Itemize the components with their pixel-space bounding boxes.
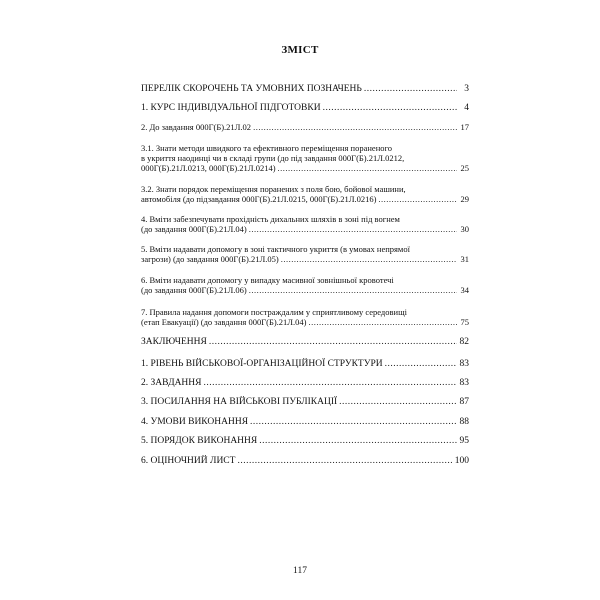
toc-entry-text: 2. ЗАВДАННЯ bbox=[141, 378, 202, 388]
toc-entry bbox=[141, 143, 469, 173]
leader-dots bbox=[237, 456, 452, 466]
toc-entry bbox=[141, 417, 469, 427]
toc-entry-text: 2. До завдання 000Г(Б).21Л.02 bbox=[141, 122, 252, 132]
toc-entry-page: 4 bbox=[464, 103, 469, 113]
leader-dots bbox=[339, 397, 457, 407]
toc-entry-text: 4. УМОВИ ВИКОНАННЯ bbox=[141, 417, 249, 427]
toc-entry-page: 83 bbox=[459, 378, 469, 388]
toc-entry-page: 83 bbox=[459, 359, 469, 369]
toc-entry-page: 88 bbox=[459, 417, 469, 427]
toc-entry-page: 75 bbox=[460, 317, 469, 327]
toc-entry-text: 1. РІВЕНЬ ВІЙСЬКОВОЇ-ОРГАНІЗАЦІЙНОЇ СТРУКТУРИ bbox=[141, 359, 383, 369]
toc-entry-page: 95 bbox=[459, 436, 469, 446]
leader-dots bbox=[249, 285, 457, 295]
toc-entry bbox=[141, 184, 469, 204]
toc-entry bbox=[141, 397, 469, 407]
toc-entry-page: 100 bbox=[454, 456, 469, 466]
toc-entry-line: в укриття наодинці чи в складі групи (до під завдання 000Г(Б).21Л.0212, bbox=[141, 153, 405, 163]
toc-entry bbox=[141, 122, 469, 132]
toc-entry-text: 6. ОЦІНОЧНИЙ ЛИСТ bbox=[141, 456, 236, 466]
toc-entry-text: 5. ПОРЯДОК ВИКОНАННЯ bbox=[141, 436, 258, 446]
leader-dots bbox=[253, 122, 457, 132]
toc-entry-page: 25 bbox=[460, 163, 469, 173]
toc-entry-line: 7. Правила надання допомоги постраждалим у сприятливому середовищі bbox=[141, 307, 407, 317]
toc-entry-page: 34 bbox=[460, 285, 469, 295]
toc-entry bbox=[141, 244, 469, 264]
toc-entry-page: 29 bbox=[460, 194, 469, 204]
toc-entry-text: ЗАКЛЮЧЕННЯ bbox=[141, 337, 207, 347]
toc-entry-text: (етап Евакуації) (до завдання 000Г(Б).21Л.04) bbox=[141, 317, 307, 327]
leader-dots bbox=[385, 359, 457, 369]
leader-dots bbox=[323, 103, 457, 113]
leader-dots bbox=[249, 224, 457, 234]
toc-entry bbox=[141, 359, 469, 369]
toc-entry-text: ПЕРЕЛІК СКОРОЧЕНЬ ТА УМОВНИХ ПОЗНАЧЕНЬ bbox=[141, 84, 362, 94]
leader-dots bbox=[309, 317, 457, 327]
toc-entry-page: 87 bbox=[459, 397, 469, 407]
toc-entry bbox=[141, 84, 469, 94]
toc-entry bbox=[141, 214, 469, 234]
toc-entry-text: автомобіля (до підзавдання 000Г(Б).21Л.0215, 000Г(Б).21Л.0216) bbox=[141, 194, 377, 204]
leader-dots bbox=[250, 417, 457, 427]
toc-entry bbox=[141, 337, 469, 347]
toc-entry bbox=[141, 436, 469, 446]
toc-entry-page: 30 bbox=[460, 224, 469, 234]
toc-entry bbox=[141, 378, 469, 388]
toc-entry-text: (до завдання 000Г(Б).21Л.04) bbox=[141, 224, 247, 234]
toc-entry-page: 82 bbox=[459, 337, 469, 347]
toc-entry-line: 3.1. Знати методи швидкого та ефективного переміщення пораненого bbox=[141, 143, 393, 153]
leader-dots bbox=[378, 194, 457, 204]
toc-entry-line: 6. Вміти надавати допомогу у випадку масивної зовнішньої кровотечі bbox=[141, 275, 394, 285]
toc-entry-page: 3 bbox=[464, 84, 469, 94]
leader-dots bbox=[364, 84, 457, 94]
toc-entry-page: 31 bbox=[460, 254, 469, 264]
toc-entry bbox=[141, 275, 469, 295]
toc-entry bbox=[141, 456, 469, 466]
leader-dots bbox=[259, 436, 457, 446]
leader-dots bbox=[281, 254, 457, 264]
toc-entry-text: 000Г(Б).21Л.0213, 000Г(Б).21Л.0214) bbox=[141, 163, 276, 173]
page-title: ЗМІСТ bbox=[281, 44, 319, 56]
toc-entry bbox=[141, 103, 469, 113]
leader-dots bbox=[204, 378, 458, 388]
toc-entry-text: загрози) (до завдання 000Г(Б).21Л.05) bbox=[141, 254, 279, 264]
leader-dots bbox=[209, 337, 457, 347]
page-number: 117 bbox=[293, 566, 307, 576]
leader-dots bbox=[278, 163, 457, 173]
toc-entry-page: 17 bbox=[460, 122, 469, 132]
toc-entry-line: 4. Вміти забезпечувати прохідність дихальних шляхів в зоні під вогнем bbox=[141, 214, 400, 224]
toc-entry bbox=[141, 307, 469, 327]
toc-entry-line: 5. Вміти надавати допомогу в зоні тактичного укриття (в умовах непрямої bbox=[141, 244, 410, 254]
toc-entry-text: (до завдання 000Г(Б).21Л.06) bbox=[141, 285, 247, 295]
toc-entry-text: 3. ПОСИЛАННЯ НА ВІЙСЬКОВІ ПУБЛІКАЦІЇ bbox=[141, 397, 338, 407]
toc-entry-text: 1. КУРС ІНДИВІДУАЛЬНОЇ ПІДГОТОВКИ bbox=[141, 103, 321, 113]
toc-entry-line: 3.2. Знати порядок переміщення поранених з поля бою, бойової машини, bbox=[141, 184, 406, 194]
